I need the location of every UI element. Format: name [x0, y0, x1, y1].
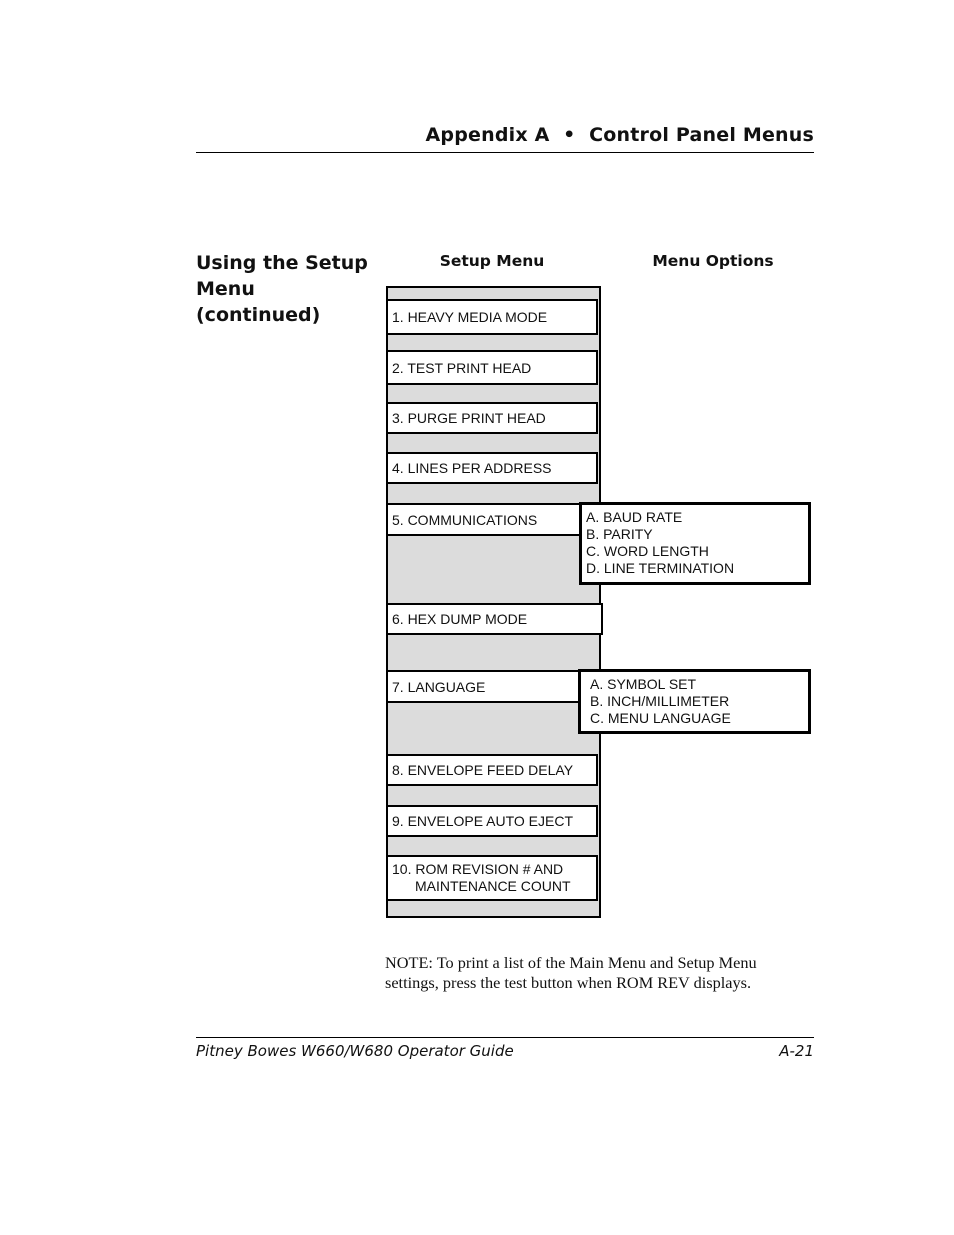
menu-item-label: 10. ROM REVISION # AND	[392, 861, 564, 877]
header-rule	[196, 152, 814, 153]
option-item: A. BAUD RATE	[586, 509, 683, 525]
option-item: C. MENU LANGUAGE	[590, 710, 731, 726]
menu-item-label: 8. ENVELOPE FEED DELAY	[392, 762, 574, 778]
setup-menu-heading: Setup Menu	[439, 252, 545, 270]
language-options-box	[578, 669, 811, 734]
menu-item-test-print-head	[386, 350, 598, 385]
footer-guide-title: Pitney Bowes W660/W680 Operator Guide	[196, 1042, 514, 1060]
menu-item-label: 1. HEAVY MEDIA MODE	[392, 309, 548, 325]
menu-item-label: 9. ENVELOPE AUTO EJECT	[392, 813, 574, 829]
section-title-line-3: (continued)	[196, 304, 321, 326]
footer-page-number: A-21	[779, 1042, 814, 1060]
section-title-line-2: Menu	[196, 278, 255, 300]
menu-item-lines-per-address	[386, 452, 598, 484]
menu-item-rom-revision	[386, 855, 598, 901]
section-title-line-1: Using the Setup	[196, 252, 368, 274]
menu-item-label: 6. HEX DUMP MODE	[392, 611, 528, 627]
option-item: B. PARITY	[586, 526, 653, 542]
menu-item-purge-print-head	[386, 402, 598, 434]
option-item: A. SYMBOL SET	[590, 676, 697, 692]
menu-item-label: 5. COMMUNICATIONS	[392, 511, 538, 528]
option-item: C. WORD LENGTH	[586, 543, 709, 559]
footer-rule	[196, 1037, 814, 1038]
option-item: B. INCH/MILLIMETER	[590, 693, 730, 709]
menu-item-label: 2. TEST PRINT HEAD	[392, 359, 532, 376]
communications-options-box	[579, 502, 811, 585]
menu-item-label-continuation: MAINTENANCE COUNT	[415, 878, 571, 894]
menu-item-envelope-auto-eject	[386, 805, 598, 837]
menu-item-label: 3. PURGE PRINT HEAD	[392, 410, 546, 426]
page-header-title: Appendix A • Control Panel Menus	[425, 124, 814, 146]
menu-item-communications	[386, 503, 582, 536]
note-text: NOTE: To print a list of the Main Menu and Setup Menu settings, press the test button when ROM REV displays.	[385, 953, 757, 992]
menu-item-hex-dump-mode	[386, 603, 603, 635]
menu-item-label: 4. LINES PER ADDRESS	[392, 460, 552, 476]
menu-item-heavy-media-mode	[386, 299, 598, 335]
menu-item-language	[386, 670, 582, 703]
option-item: D. LINE TERMINATION	[586, 560, 735, 576]
menu-item-label: 7. LANGUAGE	[392, 678, 486, 695]
section-title	[196, 250, 371, 328]
menu-options-heading: Menu Options	[652, 252, 774, 270]
menu-item-envelope-feed-delay	[386, 754, 598, 786]
